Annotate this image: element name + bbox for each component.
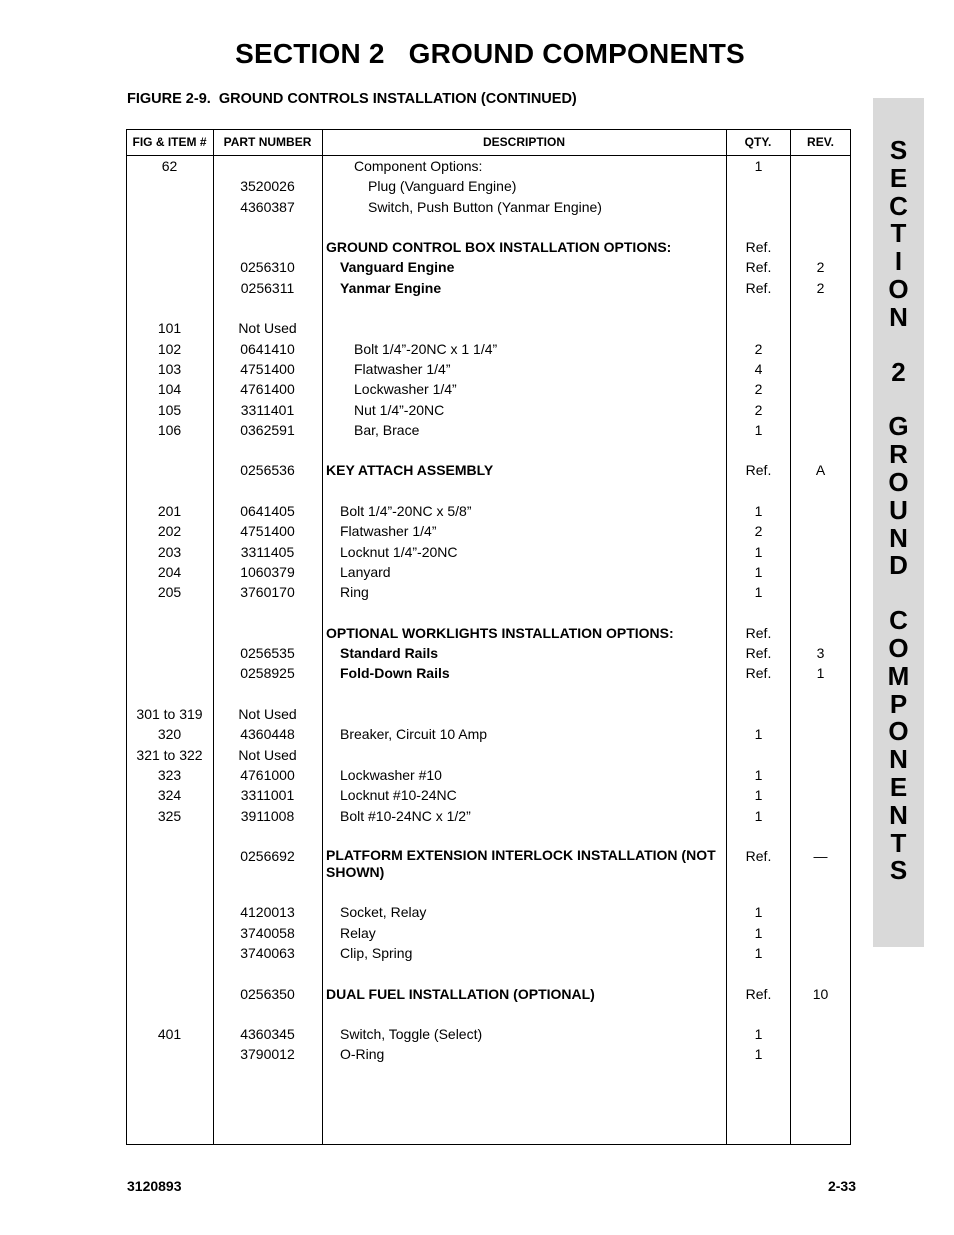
table-row [126,1044,851,1064]
fig-item-cell: 103 [157,360,182,377]
part-number-cell: 0256536 [240,462,295,479]
rev-cell: 2 [816,259,825,276]
table-spacer-row [126,963,851,983]
fig-item-cell: 401 [157,1026,182,1043]
table-row [126,562,851,582]
table-row [126,846,851,882]
table-row [126,237,851,257]
description-cell: DUAL FUEL INSTALLATION (OPTIONAL) [326,985,595,1002]
side-tab-letter: R [889,439,908,470]
qty-cell: Ref. [745,985,772,1002]
part-number-cell: 4360448 [240,726,295,743]
table-row [126,339,851,359]
description-cell: Standard Rails [340,645,439,662]
header-qty: QTY. [744,135,772,149]
rev-cell: 2 [816,279,825,296]
table-row [126,542,851,562]
part-number-cell: 0256350 [240,985,295,1002]
part-number-cell: 0641410 [240,340,295,357]
fig-item-cell: 323 [157,766,182,783]
fig-item-cell: 324 [157,787,182,804]
qty-cell: 1 [754,924,763,941]
part-number-cell: 3740058 [240,924,295,941]
part-number-cell: 0256311 [240,279,295,296]
qty-cell: 1 [754,944,763,961]
table-row [126,400,851,420]
table-row [126,359,851,379]
table-spacer-row [126,440,851,460]
description-cell: Locknut #10-24NC [340,787,457,804]
fig-item-cell: 102 [157,340,182,357]
fig-item-cell: 101 [157,320,182,337]
table-body [126,156,851,1065]
fig-item-cell: 201 [157,503,182,520]
table-row [126,420,851,440]
table-row [126,663,851,683]
fig-item-cell: 202 [157,523,182,540]
table-row [126,1024,851,1044]
fig-item-cell: 205 [157,584,182,601]
side-tab-letter: S [889,135,908,165]
part-number-cell: 4761400 [240,381,295,398]
table-row [126,923,851,943]
table-spacer-row [126,481,851,501]
description-cell: Component Options: [354,158,483,174]
part-number-cell: 4360345 [240,1026,295,1043]
description-cell: Fold-Down Rails [340,665,450,682]
side-tab-letter: U [889,494,908,525]
part-number-cell: 0256692 [240,848,295,865]
page-number: 2-33 [827,1178,856,1194]
qty-cell: 1 [754,421,763,438]
part-number-cell: 4360387 [240,198,295,215]
figure-title: FIGURE 2-9. GROUND CONTROLS INSTALLATION (CONTINUED) [127,91,577,107]
side-tab-letter: N [889,799,908,830]
description-cell: Flatwasher 1/4” [354,360,451,377]
part-number-cell: 4761000 [240,766,295,783]
description-cell: PLATFORM EXTENSION INTERLOCK INSTALLATION (NOT SHOWN) [326,847,716,881]
part-number-cell: 4120013 [240,904,295,921]
section-side-tab [873,98,924,947]
description-cell: Clip, Spring [340,944,413,961]
part-number-cell: 0641405 [240,503,295,520]
part-number-cell: 1060379 [240,563,295,580]
fig-item-cell: 104 [157,381,182,398]
description-cell: OPTIONAL WORKLIGHTS INSTALLATION OPTIONS: [326,624,674,641]
fig-item-cell: 62 [161,158,178,174]
qty-cell: 1 [754,563,763,580]
qty-cell: 4 [754,360,763,377]
fig-item-cell: 301 to 319 [136,706,203,723]
table-row [126,501,851,521]
table-row [126,704,851,724]
header-fig-item: FIG & ITEM # [132,135,207,149]
side-tab-letter: O [888,274,909,304]
qty-cell: Ref. [745,462,772,479]
side-tab-letter: E [889,162,908,193]
side-tab-letter: P [889,688,908,719]
qty-cell: Ref. [745,624,772,641]
table-spacer-row [126,684,851,704]
side-tab-letter: O [888,467,909,497]
part-number-cell: Not Used [238,320,297,337]
rev-cell: 1 [816,665,825,682]
part-number-cell: 3740063 [240,944,295,961]
side-tab-letter: E [889,772,908,802]
table-row [126,521,851,541]
qty-cell: 1 [754,1046,763,1063]
table-row [126,257,851,277]
table-row [126,318,851,338]
part-number-cell: 3311401 [240,401,295,418]
qty-cell: 1 [754,807,763,824]
table-row [126,806,851,826]
description-cell: KEY ATTACH ASSEMBLY [326,462,494,479]
qty-cell: Ref. [745,665,772,682]
table-row [126,943,851,963]
table-row [126,176,851,196]
table-row [126,785,851,805]
part-number-cell: 0258925 [240,665,295,682]
header-rev: REV. [807,135,834,149]
table-row [126,643,851,663]
side-tab-letter: O [888,633,909,663]
part-number-cell: Not Used [238,706,297,723]
description-cell: Lockwasher #10 [340,766,442,783]
qty-cell: Ref. [745,645,772,662]
side-tab-letter: M [887,660,910,691]
rev-cell: A [815,462,826,479]
section-title: SECTION 2 GROUND COMPONENTS [235,38,745,69]
part-number-cell: 0362591 [240,421,295,438]
description-cell: Flatwasher 1/4” [340,523,437,540]
side-tab-letter: N [889,301,908,332]
table-spacer-row [126,217,851,237]
description-cell: Bolt 1/4”-20NC x 1 1/4” [354,340,498,357]
qty-cell: Ref. [745,239,772,256]
table-row [126,379,851,399]
part-number-cell: 3760170 [240,584,295,601]
fig-item-cell: 106 [157,421,182,438]
qty-cell: Ref. [745,848,772,865]
qty-cell: 1 [754,584,763,601]
side-tab-letter: S [889,855,908,886]
qty-cell: 1 [754,543,763,560]
table-row [126,156,851,176]
part-number-cell: 4751400 [240,360,295,377]
side-tab-letter: N [889,744,908,775]
part-number-cell: 3311405 [240,543,295,560]
side-tab-letter: G [888,411,909,442]
qty-cell: 1 [754,726,763,743]
description-cell: Nut 1/4”-20NC [354,401,445,418]
part-number-cell: 0256310 [240,259,295,276]
description-cell: Ring [340,584,369,601]
qty-cell: 2 [754,381,763,398]
part-number-cell: 3790012 [240,1046,295,1063]
description-cell: Lanyard [340,563,391,580]
part-number-cell: 4751400 [240,523,295,540]
description-cell: Bolt 1/4”-20NC x 5/8” [340,503,472,520]
side-tab-letter: I [894,246,903,277]
table-row [126,623,851,643]
description-cell: Switch, Toggle (Select) [340,1026,483,1043]
description-cell: Bolt #10-24NC x 1/2” [340,807,471,824]
fig-item-cell: 325 [157,807,182,824]
table-row [126,902,851,922]
side-tab-letter: D [889,550,908,581]
description-cell: Socket, Relay [340,904,427,921]
qty-cell: 1 [754,787,763,804]
qty-cell: 2 [754,401,763,418]
part-number-cell: 3911008 [240,807,295,824]
qty-cell: Ref. [745,259,772,276]
fig-item-cell: 204 [157,563,182,580]
table-row [126,460,851,480]
table-row [126,724,851,744]
part-number-cell: Not Used [238,746,297,763]
qty-cell: 1 [754,904,763,921]
header-part-number: PART NUMBER [223,135,312,149]
side-tab-letter: C [889,190,908,221]
table-row [126,197,851,217]
side-tab-letter: N [889,522,908,553]
description-cell: Locknut 1/4”-20NC [340,543,458,560]
description-cell: Plug (Vanguard Engine) [368,178,517,195]
qty-cell: 2 [754,523,763,540]
fig-item-cell: 105 [157,401,182,418]
part-number-cell: 3311001 [240,787,295,804]
description-cell: Switch, Push Button (Yanmar Engine) [368,198,602,215]
table-spacer-row [126,1004,851,1024]
table-row [126,278,851,298]
rev-cell: 10 [812,985,829,1002]
side-tab-letter: T [890,218,907,249]
table-row [126,984,851,1004]
description-cell: GROUND CONTROL BOX INSTALLATION OPTIONS: [326,239,672,256]
qty-cell: 1 [754,158,763,174]
document-number: 3120893 [127,1178,182,1194]
table-row [126,582,851,602]
description-cell: Breaker, Circuit 10 Amp [340,726,488,743]
side-tab-letter: T [890,827,907,858]
qty-cell: 2 [754,340,763,357]
part-number-cell: 3520026 [240,178,295,195]
fig-item-cell: 203 [157,543,182,560]
qty-cell: Ref. [745,279,772,296]
fig-item-cell: 321 to 322 [136,746,203,763]
rev-cell: 3 [816,645,825,662]
description-cell: Vanguard Engine [340,259,455,276]
table-spacer-row [126,603,851,623]
description-cell: Bar, Brace [354,421,420,438]
qty-cell: 1 [754,1026,763,1043]
description-cell: Relay [340,924,376,941]
description-cell: Yanmar Engine [340,279,442,296]
table-spacer-row [126,826,851,846]
table-spacer-row [126,882,851,902]
header-description: DESCRIPTION [482,135,565,149]
qty-cell: 1 [754,766,763,783]
description-cell: Lockwasher 1/4” [354,381,457,398]
fig-item-cell: 320 [157,726,182,743]
description-cell: O-Ring [340,1046,385,1063]
side-tab-letter: 2 [891,356,906,387]
table-row [126,745,851,765]
qty-cell: 1 [754,503,763,520]
side-tab-letter: C [889,605,908,636]
part-number-cell: 0256535 [240,645,295,662]
side-tab-letter: O [888,716,909,747]
table-row [126,765,851,785]
rev-cell: — [813,848,828,865]
table-spacer-row [126,298,851,318]
